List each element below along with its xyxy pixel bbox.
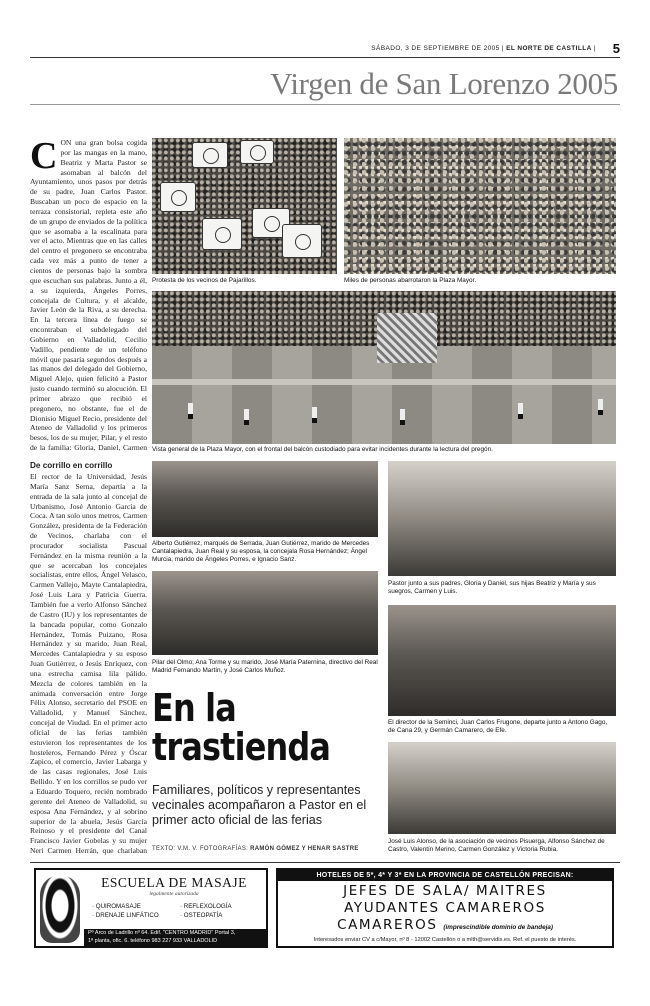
neighbors-photo (388, 742, 616, 834)
plaza-photo (152, 291, 616, 444)
page-number: 5 (612, 41, 620, 56)
newspaper-name: EL NORTE DE CASTILLA (506, 45, 592, 52)
header-date: SÁBADO, 3 DE SEPTIEMBRE DE 2005 (371, 45, 500, 52)
service-list-right (180, 903, 232, 920)
job-line-3: CAMAREROS (337, 917, 438, 933)
headline-line-2: trastienda (152, 725, 331, 769)
service-item: · REFLEXOLOGÍA (180, 903, 232, 910)
police-officer (244, 409, 249, 425)
ad-address (84, 929, 266, 946)
headline-line-1: En la (152, 686, 236, 730)
police-officer (188, 403, 193, 419)
address-line-2: 1ª planta, ofic. 6. teléfono 983 227 933 VALLADOLID (88, 937, 218, 944)
credit-label: TEXTO: V.M. V. FOTOGRAFÍAS: (152, 846, 249, 852)
section-title: Virgen de San Lorenzo 2005 (270, 66, 618, 101)
protest-sign (240, 140, 274, 164)
seminci-photo (388, 605, 616, 716)
plaza-caption: Vista general de la Plaza Mayor, con el frontal del balcón custodiado para evitar incidentes durante la lectura del pregón. (152, 446, 493, 453)
service-item: · QUIROMASAJE (92, 903, 141, 910)
credit-names: RAMÓN GÓMEZ Y HENAR SASTRE (250, 846, 359, 852)
article-subhead: De corrillo en corrillo (30, 461, 113, 470)
police-officer (312, 407, 317, 423)
plaza-stripes (152, 379, 616, 385)
school-seal-logo (40, 875, 80, 943)
seminci-caption: El director de la Seminci, Juan Carlos Frugone, departe junto a Antono Gago, de Cana 29, y Germán Camarero, de Efe. (388, 719, 608, 735)
police-officer (598, 399, 603, 415)
header-dateline: SÁBADO, 3 DE SEPTIEMBRE DE 2005 | EL NORTE DE CASTILLA | (371, 45, 596, 52)
address-line-1: Pº Arco de Ladrillo nº 64. Edif. "CENTRO MADRID" Portal 3, (88, 930, 236, 936)
job-line-1: JEFES DE SALA/ MAITRES (343, 883, 547, 899)
service-item: · DRENAJE LINFÁTICO (92, 911, 159, 919)
protest-caption: Protesta de los vecinos de Pajarillos. (152, 277, 257, 284)
group-photo-1 (152, 461, 378, 537)
drop-cap: C (30, 138, 58, 177)
protest-photo (152, 138, 337, 274)
service-list-left (92, 903, 159, 920)
crowd-photo (344, 138, 616, 274)
headline-deck: Familiares, políticos y representantes vecinales acompañaron a Pastor en el primer acto oficial de las ferias (152, 783, 367, 827)
page-header (30, 41, 620, 58)
job-requirement-note: (imprescindible dominio de bandeja) (443, 924, 553, 931)
protest-sign (282, 224, 322, 258)
police-officer (400, 409, 405, 425)
protest-sign (202, 218, 242, 250)
group1-caption: Alberto Gutiérrez, marqués de Serrada, Juan Gutiérrez, marido de Mercedes Cantalapiedra, Juan Real y su esposa, la concejala Rosa Hernández; Ángel Murcia, marido de Ángeles Porres, e Ignacio Sanz. (152, 540, 370, 564)
job-line-2: AYUDANTES CAMAREROS (344, 900, 546, 916)
section-divider (30, 104, 620, 105)
service-item: · OSTEOPATÍA (180, 911, 223, 919)
group2-caption: Pilar del Olmo; Ana Torme y su marido, José María Paternina, directivo del Real Madrid Fernando Martín, y José Carlos Muñoz. (152, 659, 378, 675)
job-ad-band: HOTELES DE 5*, 4* Y 3* EN LA PROVINCIA DE CASTELLÓN PRECISAN: (278, 870, 612, 881)
ads-divider (30, 862, 620, 863)
article-lead-text: ON una gran bolsa cogida por las mangas en la mano, Beatriz y Marta Pastor se asomaban al balcón del Ayuntamiento, unos pasos por detrás de su padre, Juan Carlos Pastor. Buscaban un poco de espacio en la terraza consistorial, repleta este año de un grupo de enviados de la política que se asomaba a la escalinata para ver el acto. Mientras que en las calles del centro el pregonero se encontraba cada vez más a punto de tener a cientos de personas bajo la sombra que escuchan sus palabras. Junto a él, a su izquierda, Ángeles Porres, concejala de Cultura, y el alcalde, Javier León de la Riva, a su derecha. En la tercera línea de fuego se encontraban el subdelegado del Gobierno en Valladolid, Cecilio Vadillo, pendiente de un teléfono móvil que pasaría segundos después a las manos del delegado del Gobierno, Miguel Alejo, quien felicitó a Pastor justo cuando terminó su alocución. El primer abrazo que recibió el pregonero, no obstante, fue el de Dionisio Miguel Recio, presidente del Ateneo de Valladolid y los primeros besos, los de su mujer, Pilar, y el resto de la familia: Gloria, Daniel, Carmen (30, 138, 147, 453)
massage-school-ad (34, 868, 268, 948)
protest-sign (192, 142, 228, 168)
police-officer (518, 403, 523, 419)
hotel-jobs-ad (276, 868, 614, 948)
family-caption: Pastor junto a sus padres, Gloria y Daniel, sus hijas Beatriz y María y sus suegros, Carmen y Luis. (388, 580, 596, 596)
headline (152, 686, 331, 769)
job-line-3-wrap (278, 917, 612, 933)
article-column-top (30, 138, 147, 454)
article-column-bottom (30, 460, 147, 855)
job-ad-contact: Interesados enviar CV a c/Mayor, nº 8 - 12002 Castellón o a mlth@servidis.es. Ref. el puesto de interés. (313, 937, 577, 943)
plaza-stage (377, 313, 437, 363)
ad-title: ESCUELA DE MASAJE (101, 875, 247, 890)
article-body-text: El rector de la Universidad, Jesús María Sanz Serna, departía a la entrada de la sala junto al concejal de Urbanismo, José Antonio García de Coca. A tan solo unos metros, Carmen González, presidenta de la Federación de Vecinos, charlaba con el procurador socialista Pascual Fernández en la misma reunión a la que se acercaban los concejales socialistas, entre ellos, Ángel Velasco, Carmen Vallejo, Mayte Cantalapiedra, José Luis Lara y Patricia Guerra. También fue a verlo Alfonso Sánchez de Castro (IU) y los representantes de la bancada popular, como Gonzalo Hernández, Tomás Puizano, Rosa Hernández y su marido, Juan Real, Mercedes Cantalapiedra y su esposo Juan Gutiérrez, o Jesús Enríquez, con una estrecha camisa lila pálido. Mezcla de colores también en la animada conversación entre Jorge Félix Alonso, secretario del PSOE en Valladolid, y Manuel Sánchez, concejal de Viudad. En el primer acto oficial de las ferias también estuvieron los representantes de los hosteleros, Fernando Pérez y Óscar Zapico, el comercio, Javier Labarga y de las casas regionales, José Luis Bellido. Y en los corrillos se pudo ver a Eduardo Toquero, recién nombrado gerente del Ateneo de Valladolid, su esposa Ana Fernández, y al sobrino superior de la abuela, Jesús García Reinoso y el presidente del Canal Francisco Javier Gobelas y su mujer Neri Carmen Herrán, que charlaban (30, 472, 147, 855)
crowd-caption: Miles de personas abarrotaron la Plaza Mayor. (344, 277, 477, 284)
neighbors-caption: José Luis Alonso, de la asociación de vecinos Pisuerga, Alfonso Sánchez de Castro, Valentín Merino, Carmen González y Victoria Rubia. (388, 838, 605, 854)
photo-credit (152, 846, 359, 852)
group-photo-2 (152, 571, 378, 655)
protest-sign (160, 182, 196, 212)
family-photo (388, 461, 616, 576)
ad-subtitle: legalmente autorizada (149, 891, 199, 897)
